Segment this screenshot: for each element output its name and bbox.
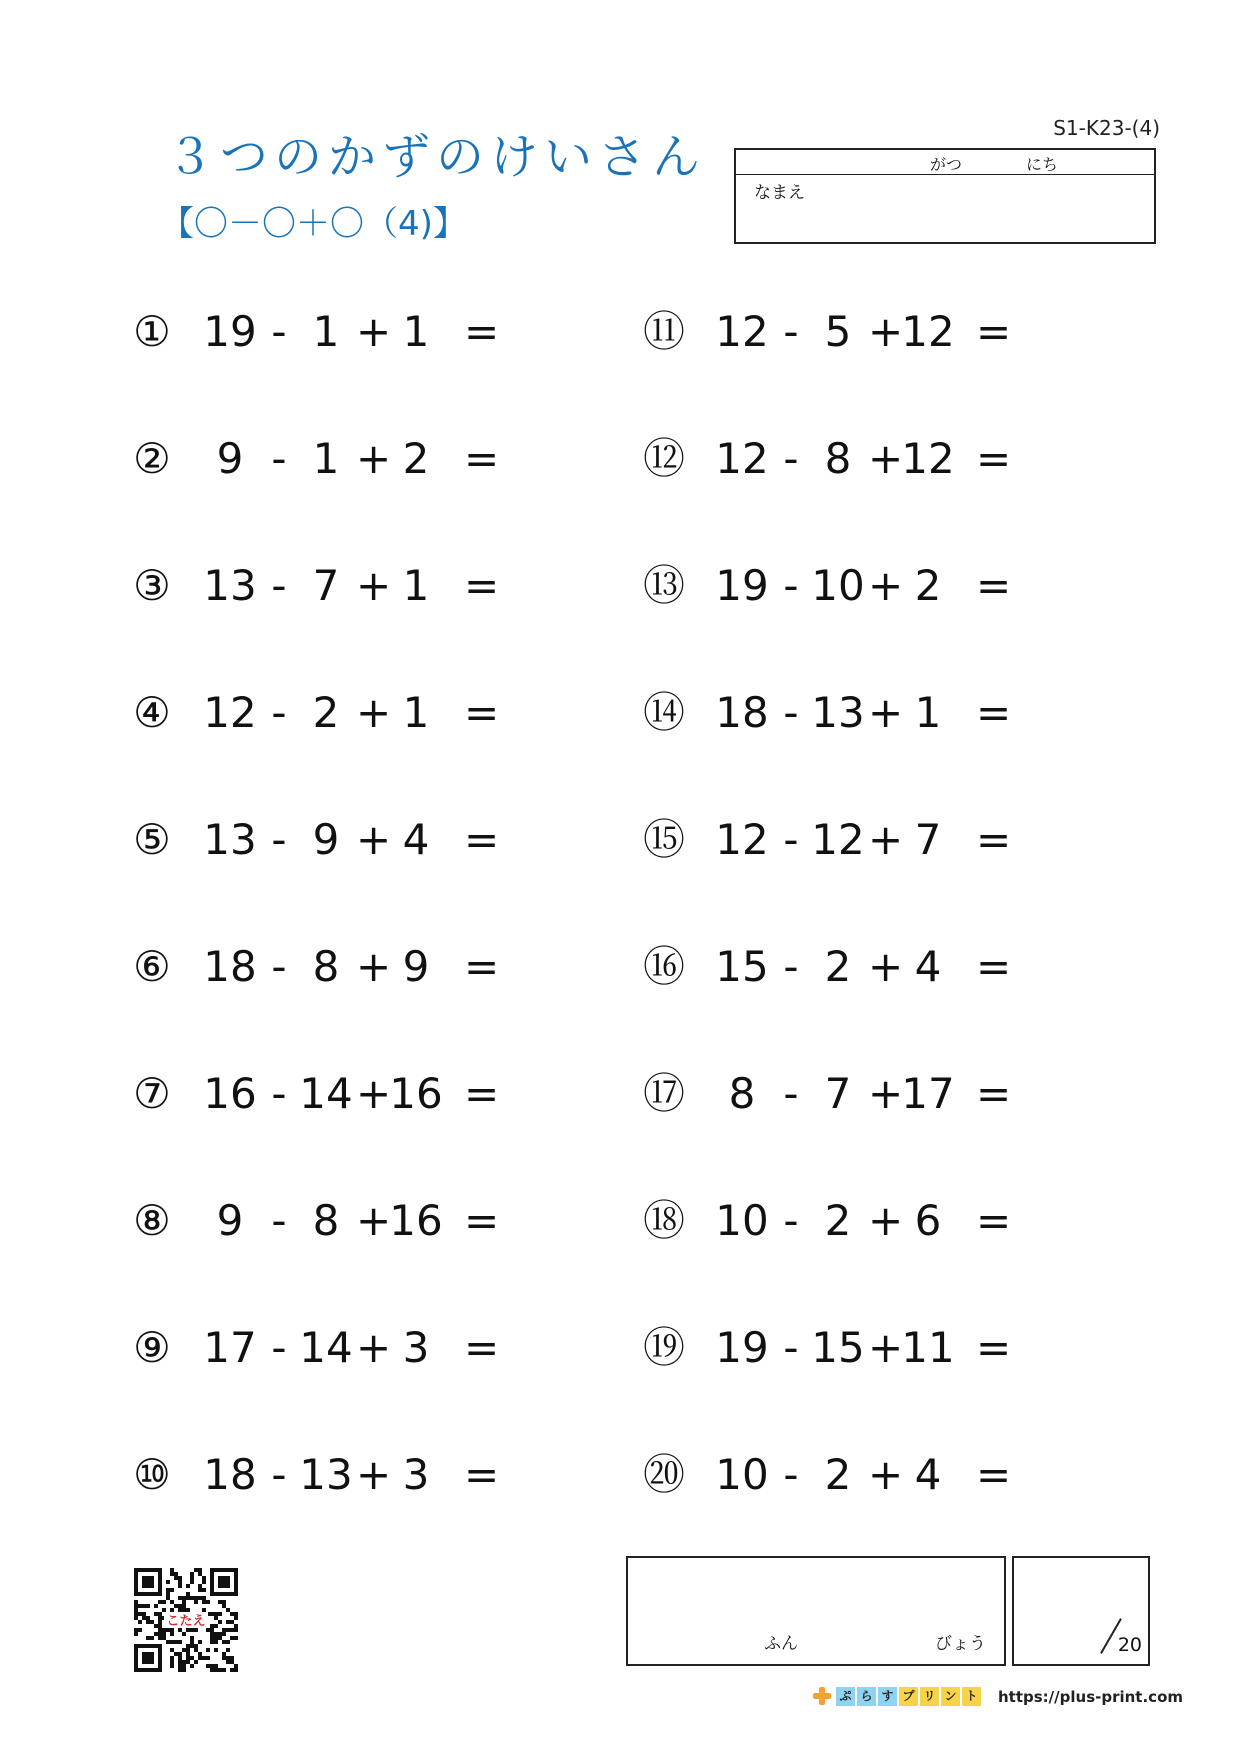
third-operand: 12 <box>901 307 955 356</box>
second-operand: 8 <box>312 1196 340 1245</box>
equals-sign: = <box>976 1069 1012 1118</box>
plus-operator: + <box>868 1323 904 1372</box>
problem-number: ⑫ <box>642 434 685 483</box>
second-operand: 8 <box>824 434 852 483</box>
problem-number: ③ <box>133 561 171 610</box>
logo-char: プ <box>899 1687 918 1706</box>
plus-operator: + <box>356 561 392 610</box>
name-label: なまえ <box>754 183 805 203</box>
problem-number: ⑬ <box>642 561 685 610</box>
minus-operator: - <box>783 1450 799 1499</box>
time-box <box>626 1556 1006 1666</box>
first-operand: 8 <box>728 1069 756 1118</box>
equals-sign: = <box>976 942 1012 991</box>
problem-number: ⑭ <box>642 688 685 737</box>
plus-operator: + <box>868 307 904 356</box>
minus-operator: - <box>783 561 799 610</box>
minus-operator: - <box>271 1323 287 1372</box>
problem-number: ④ <box>133 688 171 737</box>
plus-operator: + <box>868 1450 904 1499</box>
equals-sign: = <box>464 307 500 356</box>
minus-operator: - <box>271 815 287 864</box>
equals-sign: = <box>464 688 500 737</box>
third-operand: 16 <box>389 1069 443 1118</box>
third-operand: 1 <box>402 307 430 356</box>
logo-char: ら <box>857 1687 876 1706</box>
minus-operator: - <box>271 1450 287 1499</box>
first-operand: 19 <box>715 561 769 610</box>
problem-number: ⑪ <box>642 307 685 356</box>
minus-operator: - <box>271 1196 287 1245</box>
second-operand: 13 <box>811 688 865 737</box>
equals-sign: = <box>976 561 1012 610</box>
problem-number: ⑲ <box>642 1323 685 1372</box>
problem-number: ② <box>133 434 171 483</box>
second-operand: 14 <box>299 1069 353 1118</box>
site-url[interactable]: https://plus-print.com <box>998 1688 1184 1706</box>
minus-operator: - <box>271 1069 287 1118</box>
third-operand: 2 <box>914 561 942 610</box>
minus-operator: - <box>783 434 799 483</box>
minus-operator: - <box>783 1196 799 1245</box>
plus-operator: + <box>868 942 904 991</box>
plus-operator: + <box>356 1450 392 1499</box>
first-operand: 12 <box>715 434 769 483</box>
score-box <box>1012 1556 1150 1666</box>
plus-logo-icon <box>812 1686 832 1706</box>
problem-number: ⑯ <box>642 942 685 991</box>
first-operand: 9 <box>216 1196 244 1245</box>
third-operand: 1 <box>402 688 430 737</box>
logo-char: ぷ <box>836 1687 855 1706</box>
first-operand: 12 <box>715 307 769 356</box>
plus-operator: + <box>356 942 392 991</box>
third-operand: 4 <box>402 815 430 864</box>
name-date-box <box>734 148 1156 244</box>
first-operand: 12 <box>715 815 769 864</box>
day-label: にち <box>1026 155 1059 174</box>
problem-number: ① <box>133 307 171 356</box>
third-operand: 16 <box>389 1196 443 1245</box>
plus-operator: + <box>868 1196 904 1245</box>
problem-number: ⑨ <box>133 1323 171 1372</box>
plus-operator: + <box>356 1069 392 1118</box>
equals-sign: = <box>464 1196 500 1245</box>
third-operand: 4 <box>914 942 942 991</box>
third-operand: 1 <box>402 561 430 610</box>
equals-sign: = <box>976 434 1012 483</box>
first-operand: 18 <box>715 688 769 737</box>
equals-sign: = <box>464 434 500 483</box>
second-operand: 2 <box>312 688 340 737</box>
plus-operator: + <box>356 688 392 737</box>
first-operand: 10 <box>715 1450 769 1499</box>
minus-operator: - <box>783 1323 799 1372</box>
second-operand: 15 <box>811 1323 865 1372</box>
plus-operator: + <box>356 307 392 356</box>
third-operand: 3 <box>402 1323 430 1372</box>
equals-sign: = <box>464 1450 500 1499</box>
second-operand: 5 <box>824 307 852 356</box>
equals-sign: = <box>976 307 1012 356</box>
plus-operator: + <box>868 1069 904 1118</box>
problem-number: ⑮ <box>642 815 685 864</box>
minus-operator: - <box>783 688 799 737</box>
third-operand: 17 <box>901 1069 955 1118</box>
worksheet-title: ３つのかずのけいさん <box>166 129 707 185</box>
first-operand: 16 <box>203 1069 257 1118</box>
logo-char: リ <box>920 1687 939 1706</box>
second-operand: 8 <box>312 942 340 991</box>
plus-print-logo <box>812 1684 981 1708</box>
minus-operator: - <box>271 307 287 356</box>
equals-sign: = <box>976 1196 1012 1245</box>
second-operand: 12 <box>811 815 865 864</box>
logo-char: ン <box>941 1687 960 1706</box>
answer-qr-code[interactable] <box>134 1568 238 1672</box>
equals-sign: = <box>464 561 500 610</box>
seconds-label: びょう <box>935 1634 986 1654</box>
second-operand: 1 <box>312 434 340 483</box>
second-operand: 2 <box>824 1450 852 1499</box>
third-operand: 2 <box>402 434 430 483</box>
minus-operator: - <box>783 1069 799 1118</box>
second-operand: 7 <box>312 561 340 610</box>
problem-number: ⑳ <box>642 1450 685 1499</box>
second-operand: 7 <box>824 1069 852 1118</box>
first-operand: 18 <box>203 1450 257 1499</box>
minus-operator: - <box>271 688 287 737</box>
third-operand: 11 <box>901 1323 955 1372</box>
equals-sign: = <box>464 815 500 864</box>
equals-sign: = <box>976 688 1012 737</box>
plus-operator: + <box>868 688 904 737</box>
plus-operator: + <box>356 1323 392 1372</box>
minus-operator: - <box>783 307 799 356</box>
third-operand: 9 <box>402 942 430 991</box>
problem-number: ⑥ <box>133 942 171 991</box>
equals-sign: = <box>464 942 500 991</box>
third-operand: 1 <box>914 688 942 737</box>
first-operand: 12 <box>203 688 257 737</box>
second-operand: 2 <box>824 942 852 991</box>
first-operand: 10 <box>715 1196 769 1245</box>
plus-operator: + <box>356 434 392 483</box>
equals-sign: = <box>976 1323 1012 1372</box>
first-operand: 17 <box>203 1323 257 1372</box>
problem-number: ⑰ <box>642 1069 685 1118</box>
problem-number: ⑱ <box>642 1196 685 1245</box>
problem-number: ⑩ <box>133 1450 171 1499</box>
minus-operator: - <box>783 815 799 864</box>
minus-operator: - <box>783 942 799 991</box>
second-operand: 1 <box>312 307 340 356</box>
second-operand: 13 <box>299 1450 353 1499</box>
third-operand: 4 <box>914 1450 942 1499</box>
second-operand: 9 <box>312 815 340 864</box>
plus-operator: + <box>868 434 904 483</box>
minutes-label: ふん <box>764 1634 798 1654</box>
logo-char: ト <box>962 1687 981 1706</box>
first-operand: 18 <box>203 942 257 991</box>
second-operand: 2 <box>824 1196 852 1245</box>
problem-number: ⑤ <box>133 815 171 864</box>
date-row <box>736 150 1154 175</box>
plus-operator: + <box>868 561 904 610</box>
equals-sign: = <box>464 1323 500 1372</box>
worksheet-subtitle: 【〇－〇＋〇（4)】 <box>160 204 467 244</box>
plus-operator: + <box>356 815 392 864</box>
equals-sign: = <box>464 1069 500 1118</box>
third-operand: 3 <box>402 1450 430 1499</box>
equals-sign: = <box>976 1450 1012 1499</box>
first-operand: 15 <box>715 942 769 991</box>
minus-operator: - <box>271 942 287 991</box>
third-operand: 7 <box>914 815 942 864</box>
month-label: がつ <box>930 155 963 174</box>
first-operand: 19 <box>715 1323 769 1372</box>
plus-operator: + <box>868 815 904 864</box>
first-operand: 19 <box>203 307 257 356</box>
first-operand: 9 <box>216 434 244 483</box>
logo-text <box>836 1687 981 1706</box>
first-operand: 13 <box>203 815 257 864</box>
first-operand: 13 <box>203 561 257 610</box>
plus-operator: + <box>356 1196 392 1245</box>
third-operand: 12 <box>901 434 955 483</box>
problem-number: ⑦ <box>133 1069 171 1118</box>
third-operand: 6 <box>914 1196 942 1245</box>
problem-number: ⑧ <box>133 1196 171 1245</box>
qr-answer-label: こたえ <box>166 1614 206 1629</box>
worksheet-code: S1-K23-(4) <box>1053 116 1160 140</box>
minus-operator: - <box>271 561 287 610</box>
second-operand: 14 <box>299 1323 353 1372</box>
minus-operator: - <box>271 434 287 483</box>
logo-char: す <box>878 1687 897 1706</box>
equals-sign: = <box>976 815 1012 864</box>
second-operand: 10 <box>811 561 865 610</box>
score-total: 20 <box>1117 1634 1142 1656</box>
